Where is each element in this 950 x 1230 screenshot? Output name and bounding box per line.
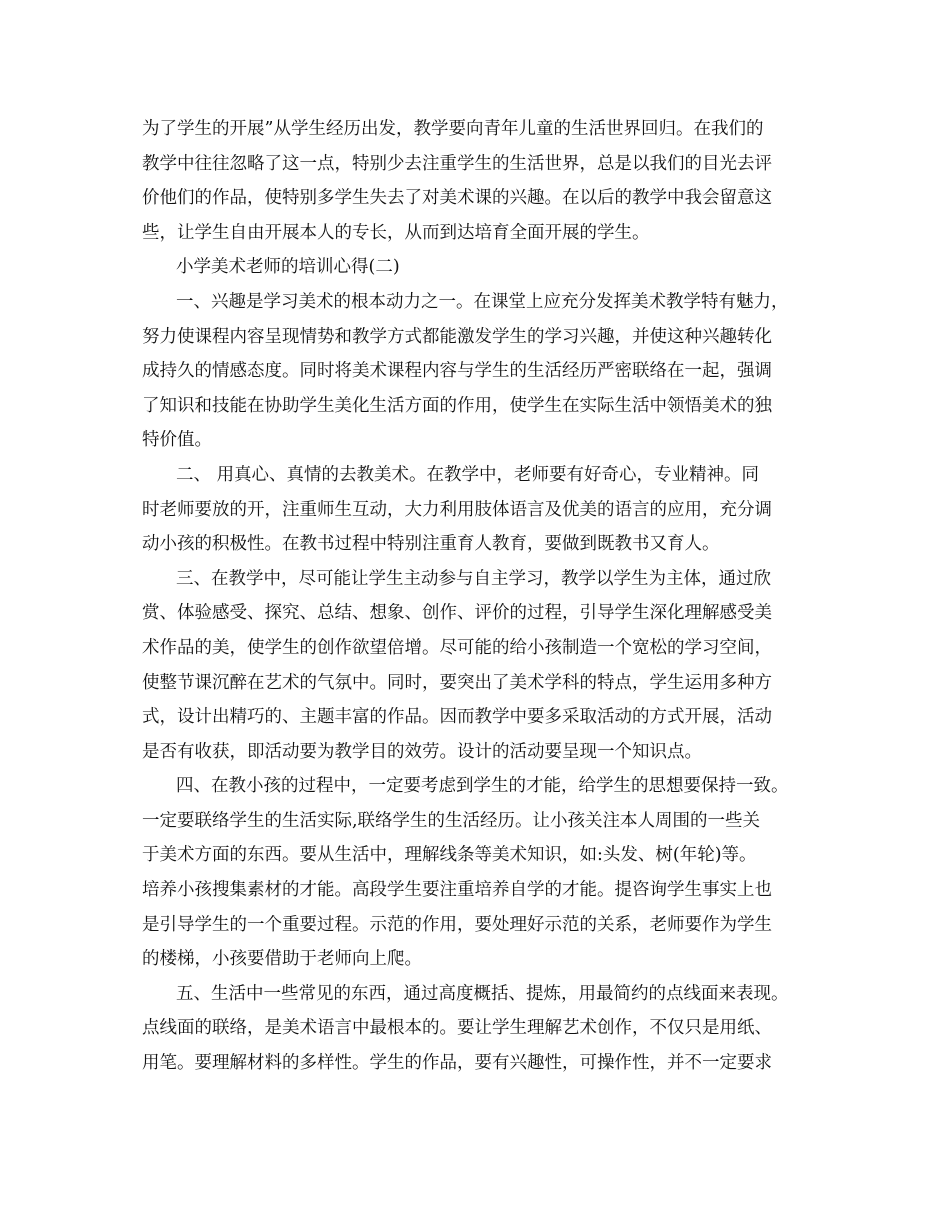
text-line: 使整节课沉醉在艺术的气氛中。同时，要突出了美术学科的特点，学生运用多种方 bbox=[142, 672, 772, 693]
text-line: 教学中往往忽略了这一点，特别少去注重学生的生活世界，总是以我们的目光去评 bbox=[142, 153, 772, 174]
text-line: 培养小孩搜集素材的才能。高段学生要注重培养自学的才能。提咨询学生事实上也 bbox=[142, 880, 772, 901]
text-line: 五、生活中一些常见的东西，通过高度概括、提炼，用最简约的点线面来表现。 bbox=[176, 983, 789, 1004]
text-line: 点线面的联络，是美术语言中最根本的。要让学生理解艺术创作，不仅只是用纸、 bbox=[142, 1018, 772, 1039]
text-line: 三、在教学中，尽可能让学生主动参与自主学习，教学以学生为主体，通过欣 bbox=[176, 568, 771, 589]
text-line: 成持久的情感态度。同时将美术课程内容与学生的生活经历严密联络在一起，强调 bbox=[142, 361, 772, 382]
text-line: 式，设计出精巧的、主题丰富的作品。因而教学中要多采取活动的方式开展，活动 bbox=[142, 707, 772, 728]
text-line: 一定要联络学生的生活实际,联络学生的生活经历。让小孩关注本人周围的一些关 bbox=[142, 810, 761, 831]
text-line: 些，让学生自由开展本人的专长，从而到达培育全面开展的学生。 bbox=[142, 222, 650, 243]
section-title: 小学美术老师的培训心得(二) bbox=[176, 257, 400, 278]
text-line: 四、在教小孩的过程中，一定要考虑到学生的才能，给学生的思想要保持一致。 bbox=[176, 776, 789, 797]
text-line: 于美术方面的东西。要从生活中，理解线条等美术知识，如:头发、树(年轮)等。 bbox=[142, 845, 757, 866]
text-line: 为了学生的开展”从学生经历出发，教学要向青年儿童的生活世界回归。在我们的 bbox=[142, 119, 764, 139]
text-line: 了知识和技能在协助学生美化生活方面的作用，使学生在实际生活中领悟美术的独 bbox=[142, 395, 772, 416]
text-line: 时老师要放的开，注重师生互动，大力利用肢体语言及优美的语言的应用，充分调 bbox=[142, 499, 772, 520]
document-body bbox=[142, 112, 822, 1081]
text-line: 特价值。 bbox=[142, 430, 212, 451]
text-line: 努力使课程内容呈现情势和教学方式都能激发学生的学习兴趣，并使这种兴趣转化 bbox=[142, 326, 772, 347]
text-line: 二、 用真心、真情的去教美术。在教学中，老师要有好奇心，专业精神。同 bbox=[176, 464, 760, 485]
text-line: 一、兴趣是学习美术的根本动力之一。在课堂上应充分发挥美术教学特有魅力， bbox=[176, 291, 789, 312]
text-line: 用笔。要理解材料的多样性。学生的作品，要有兴趣性，可操作性，并不一定要求 bbox=[142, 1053, 772, 1074]
text-line: 是引导学生的一个重要过程。示范的作用，要处理好示范的关系，老师要作为学生 bbox=[142, 914, 772, 935]
text-line: 价他们的作品，使特别多学生失去了对美术课的兴趣。在以后的教学中我会留意这 bbox=[142, 188, 772, 209]
text-line: 的楼梯，小孩要借助于老师向上爬。 bbox=[142, 949, 422, 970]
text-line: 是否有收获，即活动要为教学目的效劳。设计的活动要呈现一个知识点。 bbox=[142, 741, 702, 762]
text-line: 赏、体验感受、探究、总结、想象、创作、评价的过程，引导学生深化理解感受美 bbox=[142, 603, 772, 624]
text-line: 动小孩的积极性。在教书过程中特别注重育人教育，要做到既教书又育人。 bbox=[142, 534, 720, 555]
text-line: 术作品的美，使学生的创作欲望倍增。尽可能的给小孩制造一个宽松的学习空间， bbox=[142, 637, 772, 658]
